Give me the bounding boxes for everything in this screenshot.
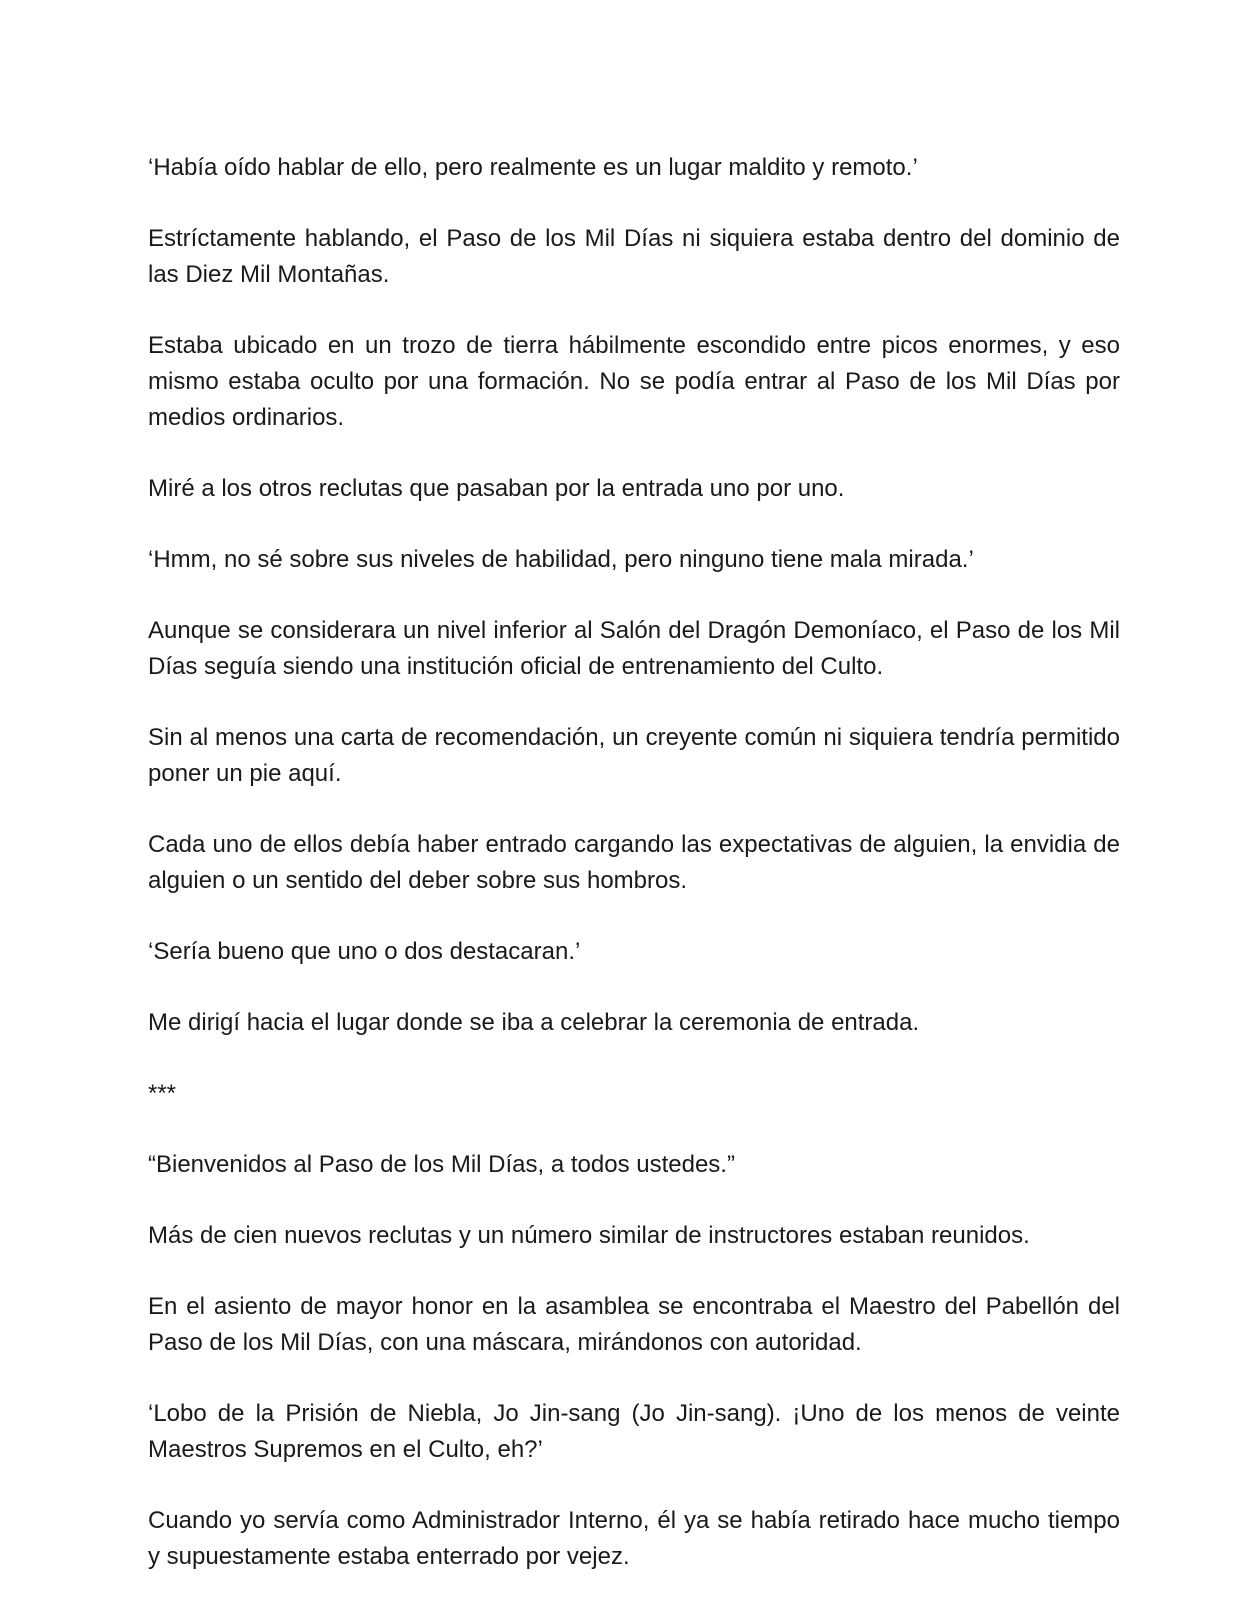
paragraph: ‘Había oído hablar de ello, pero realmente es un lugar maldito y remoto.’ [148, 154, 918, 181]
paragraph: Cuando yo servía como Administrador Interno, él ya se había retirado hace mucho tiempo y supuestamente estaba enterrado por vejez. [148, 1507, 1120, 1570]
scene-break: *** [148, 1080, 177, 1107]
paragraph: “Bienvenidos al Paso de los Mil Días, a todos ustedes.” [148, 1151, 735, 1178]
paragraph: ‘Lobo de la Prisión de Niebla, Jo Jin-sang (Jo Jin-sang). ¡Uno de los menos de veinte Maestros Supremos en el Culto, eh?’ [148, 1400, 1120, 1463]
paragraph: Estaba ubicado en un trozo de tierra hábilmente escondido entre picos enormes, y eso mismo estaba oculto por una formación. No se podía entrar al Paso de los Mil Días por medios ordinarios. [148, 332, 1120, 431]
paragraph: Cada uno de ellos debía haber entrado cargando las expectativas de alguien, la envidia de alguien o un sentido del deber sobre sus hombros. [148, 831, 1120, 894]
paragraph: Aunque se considerara un nivel inferior al Salón del Dragón Demoníaco, el Paso de los Mil Días seguía siendo una institución oficial de entrenamiento del Culto. [148, 617, 1120, 680]
paragraph: Me dirigí hacia el lugar donde se iba a celebrar la ceremonia de entrada. [148, 1009, 920, 1036]
paragraph: Miré a los otros reclutas que pasaban por la entrada uno por uno. [148, 475, 845, 502]
paragraph: En el asiento de mayor honor en la asamblea se encontraba el Maestro del Pabellón del Paso de los Mil Días, con una máscara, mirándonos con autoridad. [148, 1293, 1120, 1356]
paragraph: Más de cien nuevos reclutas y un número similar de instructores estaban reunidos. [148, 1222, 1030, 1249]
document-page [148, 150, 1120, 1575]
paragraph: ‘Sería bueno que uno o dos destacaran.’ [148, 938, 581, 965]
paragraph: ‘Hmm, no sé sobre sus niveles de habilidad, pero ninguno tiene mala mirada.’ [148, 546, 974, 573]
paragraph: Estríctamente hablando, el Paso de los Mil Días ni siquiera estaba dentro del dominio de las Diez Mil Montañas. [148, 225, 1120, 288]
paragraph: Sin al menos una carta de recomendación, un creyente común ni siquiera tendría permitido poner un pie aquí. [148, 724, 1120, 787]
